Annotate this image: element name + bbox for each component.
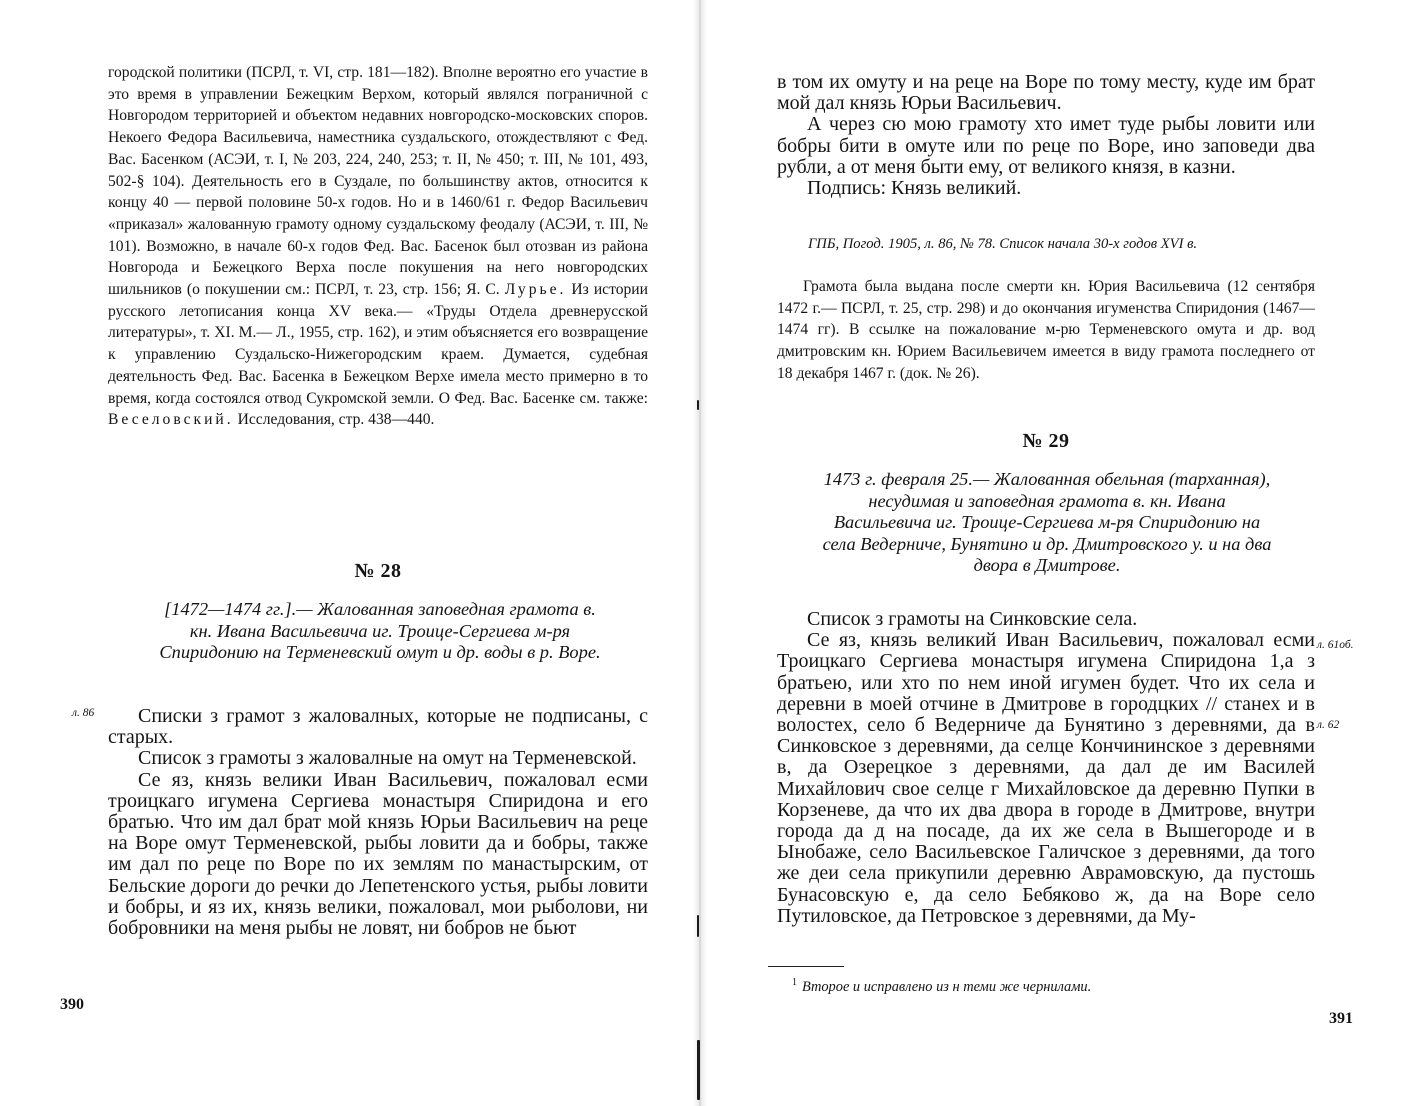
right-page (700, 0, 1427, 1106)
archival-source: ГПБ, Погод. 1905, л. 86, № 78. Список начала 30-х годов XVI в. (808, 236, 1198, 252)
paragraph: Список з грамоты на Синковские села. (807, 608, 1138, 630)
document-number: № 29 (1022, 430, 1070, 452)
document-title: [1472—1474 гг.].— Жалованная заповедная грамота в. кн. Ивана Васильевича иг. Троице-Сергиева м-ря Спиридонию на Терменевский омут и др. воды в р. Воре. (159, 599, 601, 663)
paragraph: в том их омуту и на реце на Воре по тому месту, куде им брат мой дал князь Юрьи Васильевич. (777, 71, 1315, 115)
margin-folio-note: л. 86 (72, 707, 95, 719)
paragraph: Се яз, князь велики Иван Васильевич, пожаловал есми троицкаго игумена Сергиева монастыря Спиридона и его братью. Что им дал брат мой князь Юрьи Васильевич на реце на Воре омут Терменевской, рыбы ловити да и бобры, также им дал по реце по Воре по их землям по манастырским, от Бельские дороги до речки до Лепетенского устья, рыбы ловити и бобры, и яз их, князь велики, пожаловал, мои рыболови, ни бобровники на меня рыбы не ловят, ни бобров не бьют (108, 768, 648, 940)
margin-folio-note: л. 62 (1317, 719, 1340, 731)
author-name: Веселовский. (108, 411, 234, 429)
charter-text (108, 706, 648, 939)
paragraph: А через сю мою грамоту хто имет туде рыбы ловити или бобры бити в омуте или по реце по Воре, ино заповеди два рубли, а от меня быти ему, от великого князя, в казни. (777, 113, 1315, 178)
commentary-text (108, 62, 648, 431)
document-number: № 28 (354, 560, 402, 582)
paragraph: Списки з грамот з жаловалных, которые не подписаны, с старых. (108, 705, 648, 749)
charter-text-continued (777, 72, 1315, 199)
signature-line: Подпись: Князь великий. (807, 177, 1022, 200)
paragraph: Се яз, князь великий Иван Васильевич, пожаловал есми Троицкаго Сергиева монастыря игумена Спиридона 1,а з братьею, или хто по нем иной игумен будет. Что их села и деревни в моей отчине в Дмитрове в городцких // станех и в волостех, село б Ведерниче да Бунятино з деревнями, да в Синковское з деревнями, да селце Кончининское з деревнями в, да Озерецкое з деревнями, да дал де им Василей Михайлович свое селце г Михайловское да деревню Пупки в Корзеневе, да что их два двора в городе в Дмитрове, внутри города да д на посаде, да их же села в Вышегороде и в Ынобаже, село Васильевское Галичское з деревнями, да того же деи села прикупили деревню Аврамовскую, да пустошь Бунасовскую е, да село Бебяково ж, да на Воре село Путиловское, да Петровское з деревнями, да Му- (777, 629, 1315, 927)
commentary-text: Грамота была выдана после смерти кн. Юрия Васильевича (12 сентября 1472 г.— ПСРЛ, т. 25, стр. 298) и до окончания игуменства Спиридония (1467—1474 гг). В ссылке на пожалование м-рю Терменевского омута и др. вод дмитровским кн. Юрием Васильевичем имеется в виду грамота последнего от 18 декабря 1467 г. (док. № 26). (777, 278, 1315, 382)
page-number: 390 (60, 996, 84, 1013)
charter-text (777, 609, 1315, 927)
commentary-block (108, 62, 648, 431)
commentary-block (777, 276, 1315, 385)
author-name: Лурье. (504, 281, 567, 299)
commentary-text-part: Исследования, стр. 438—440. (237, 411, 435, 429)
commentary-text-part: Из истории русского летописания конца XV века.— «Труды Отдела древнерусской литературы», т. XI. М.— Л., 1955, стр. 162), и этим объясняется его возвращение к управлению Суздальско-Нижегородским краем. Думается, судебная деятельность Фед. Вас. Басенка в Бежецком Верхе имела место примерно в то время, когда состоялся отвод Сукромской земли. О Фед. Вас. Басенке см. также: (108, 281, 648, 407)
footnote (792, 977, 1292, 996)
footnote-rule (768, 966, 844, 967)
paragraph: Список з грамоты з жаловалные на омут на Терменевской. (138, 747, 637, 770)
footnote-marker: 1 (792, 977, 797, 988)
commentary-text-part: городской политики (ПСРЛ, т. VI, стр. 181—182). Вполне вероятно его участие в это время в управлении Бежецким Верхом, который являлся пограничной с Новгородом территорией и объектом недавних новгородско-московских споров. Некоего Федора Васильевича, наместника суздальского, отождествляют с Фед. Вас. Басенком (АСЭИ, т. I, № 203, 224, 240, 253; т. II, № 450; т. III, № 101, 493, 502-§ 104). Деятельность его в Суздале, по большинству актов, относится к концу 40 — первой половине 50-х годов. Но и в 1460/61 г. Федор Васильевич «приказал» жалованную грамоту одному суздальскому феодалу (АСЭИ, т. III, № 101). Возможно, в начале 60-х годов Фед. Вас. Басенок был отозван из района Новгорода и Бежецкого Верха после покушения на него новгородских шильников (о покушении см.: ПСРЛ, т. 23, стр. 156; Я. С. (108, 64, 648, 299)
margin-folio-note: л. 61об. (1317, 639, 1354, 651)
page-number: 391 (1329, 1010, 1353, 1027)
document-title: 1473 г. февраля 25.— Жалованная обельная (тарханная), несудимая и заповедная грамота в. кн. Ивана Васильевича иг. Троице-Сергиева м-ря Спиридонию на села Ведерниче, Бунятино и др. Дмитровского у. и на два двора в Дмитрове. (822, 469, 1272, 576)
footnote-text: Второе и исправлено из н теми же чернилами. (802, 978, 1092, 995)
left-page (0, 0, 700, 1106)
